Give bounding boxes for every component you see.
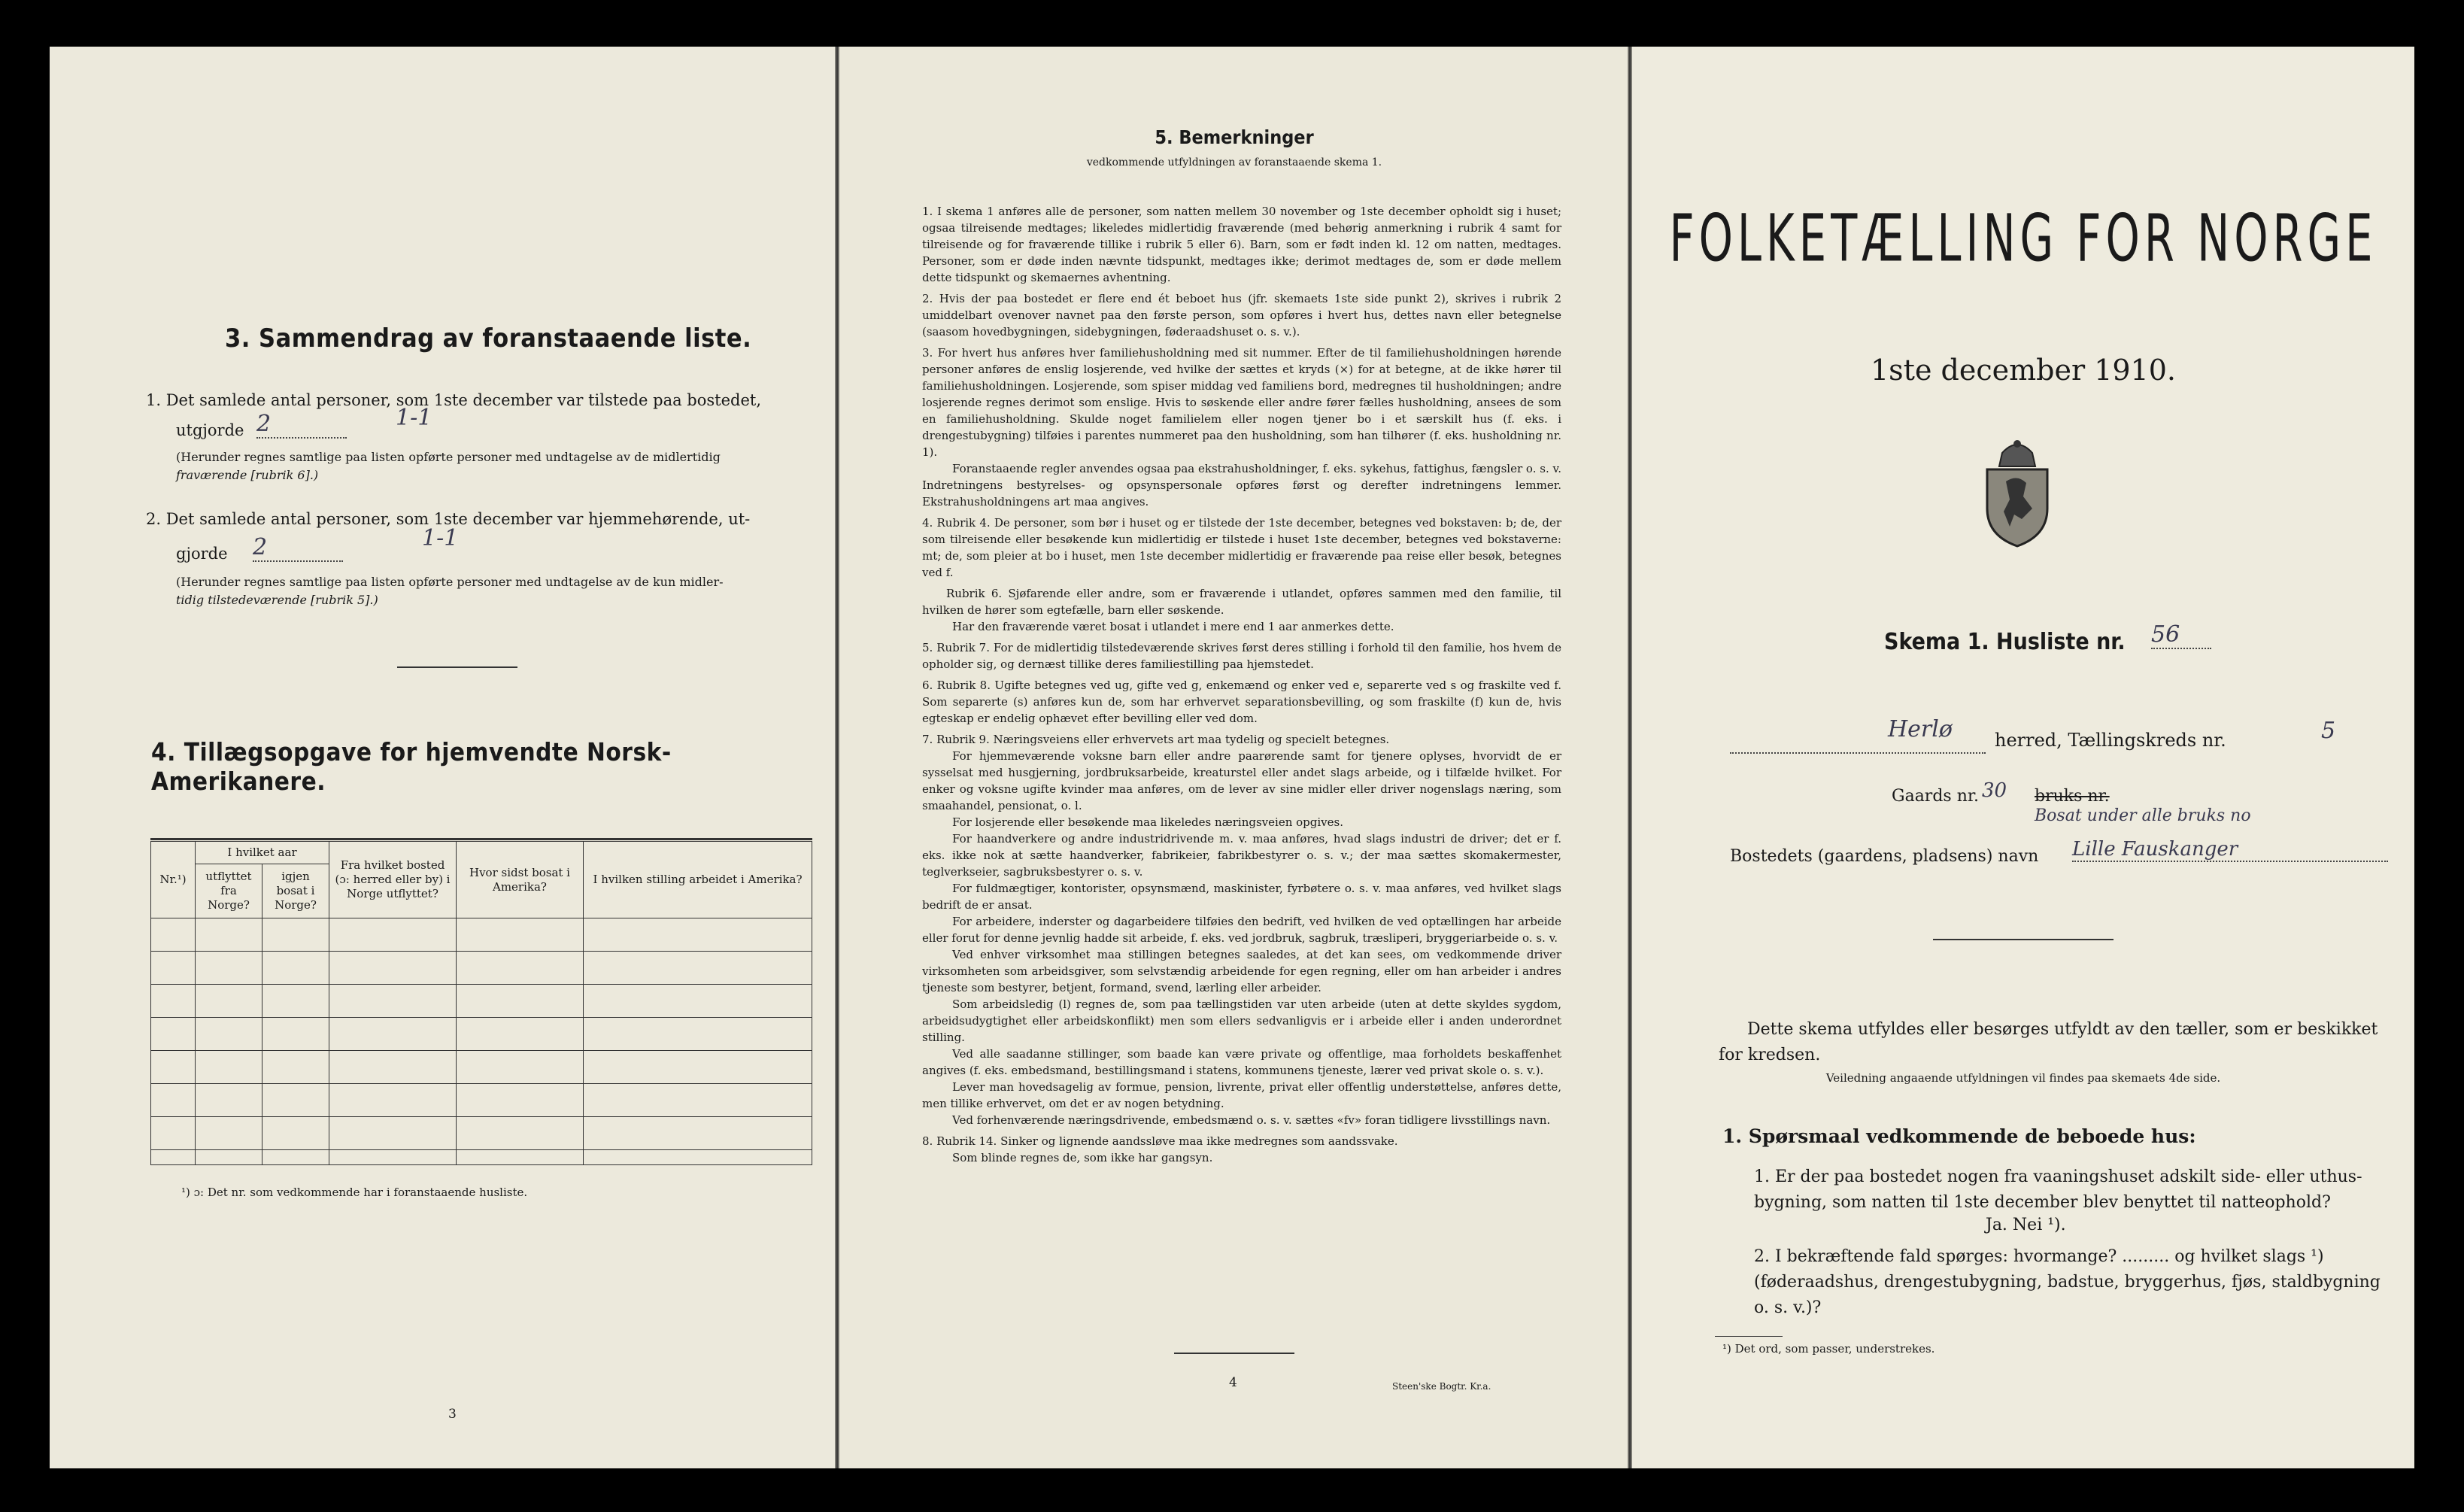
remark-1: 1. I skema 1 anføres alle de personer, som natten mellem 30 november og 1ste december opholdt sig i huset; ogsaa tilreisende medtages; likeledes midlertidig fraværende (med behørig anmerkning i rubrik 4 samt for tilreisende og for fraværende tillike i rubrik 5 eller 6). Barn, som er født inden kl. 12 om natten, medtages. Personer, som er døde inden nævnte tidspunkt, medtages ikke; derimot medtages de, som er døde mellem dette tidspunkt og skemaernes avhentning. [922, 205, 1561, 284]
remark-3: 3. For hvert hus anføres hver familiehusholdning med sit nummer. Efter de til familiehusholdningen hørende personer anføres de enslig losjerende, ved hvilke der sættes et kryds (×) for at betegne, at de ikke hører til familiehusholdningen. Losjerende, som spiser middag ved familiens bord, medregnes til husholdningen; andre losjerende regnes derimot som enslige. Hvis to søskende eller andre fører fælles husholdning, ansees de som en familiehusholdning. Skulde noget familielem eller nogen tjener bo i et særskilt hus (f. eks. i drengestubygning) tilføies i parentes nummeret paa den husholdning, som han tilhører (f. eks. husholdning nr. 1). [922, 346, 1561, 459]
page-middle [839, 47, 1629, 1468]
remark-6: 6. Rubrik 8. Ugifte betegnes ved ug, gifte ved g, enkemænd og enker ved e, separerte ved s og fraskilte ved f. Som separerte (s) anføres kun de, som har erhvervet separationsbevilling, og som fraskilte (f) kun de, hvis egteskap er endelig ophævet efter bevilling eller ved dom. [922, 679, 1561, 725]
item1-note-b: fraværende [rubrik 6].) [176, 468, 319, 482]
table-row [151, 985, 812, 1018]
table-top-rule [150, 838, 812, 840]
col-hvor: Hvor sidst bosat i Amerika? [457, 842, 584, 918]
remark-7f: For arbeidere, inderster og dagarbeidere tilføies den bedrift, ved hvilken de ved optællingen har arbeide eller forut for denne jevnlig hadde sit arbeide, f. eks. ved jordbruk, sagbruk, træsliperi, bryggeriarbeide o. s. v. [922, 915, 1561, 945]
remark-4b: Rubrik 6. Sjøfarende eller andre, som er fraværende i utlandet, opføres sammen med den familie, til hvilken de hører som egtefælle, barn eller søskende. [922, 587, 1561, 617]
bruks-value: Bosat under alle bruks no [2035, 806, 2251, 825]
intro-text: Dette skema utfyldes eller besørges utfyldt av den tæller, som er beskikket for kredsen. [1719, 1020, 2378, 1064]
remark-7i: Ved alle saadanne stillinger, som baade kan være private og offentlige, maa forholdets beskaffenhet angives (f. eks. embedsmand, bestillingsmand i statens, kommunens tjeneste, lærer ved privat skole o. s. v.). [922, 1047, 1561, 1077]
item1-hand: 1-1 [396, 405, 432, 431]
section4-title: 4. Tillægsopgave for hjemvendte Norsk-Amerikanere. [151, 737, 672, 796]
gaards-number: 30 [1982, 779, 2007, 802]
schema-label: Skema 1. Husliste nr. [1884, 629, 2126, 655]
intro-note: Veiledning angaaende utfyldningen vil findes paa skemaets 4de side. [1825, 1071, 2221, 1085]
section3-title: 3. Sammendrag av foranstaaende liste. [225, 323, 752, 354]
remark-7e: For fuldmægtiger, kontorister, opsynsmænd, maskinister, fyrbøtere o. s. v. maa anføres, ved hvilket slags bedrift de er ansat. [922, 882, 1561, 912]
question-2: 2. I bekræftende fald spørges: hvormange? ......... og hvilket slags ¹) (føderaadshus, drengestubygning, badstue, bryggerhus, fjøs, staldbygning o. s. v.)? [1754, 1247, 2381, 1317]
remarks-list [922, 203, 1561, 1166]
remark-7: 7. Rubrik 9. Næringsveiens eller erhvervets art maa tydelig og specielt betegnes. [922, 733, 1390, 746]
herred-value: Herlø [1888, 716, 1953, 742]
col-utflyttet: utflyttet fra Norge? [196, 864, 262, 918]
remark-7d: For haandverkere og andre industridrivende m. v. maa anføres, hvad slags industri de driver; det er f. eks. ikke nok at sætte haandverker, fabrikeier, fabrikbestyrer o. s. v.; der maa sættes skomakermester, teglverkseier, sagbruksbestyrer o. s. v. [922, 832, 1561, 879]
table-row [151, 1084, 812, 1117]
col-fra: Fra hvilket bosted (ɔ: herred eller by) i Norge utflyttet? [329, 842, 457, 918]
item2-hand: 1-1 [422, 525, 459, 551]
ornament-divider [1933, 939, 2114, 940]
remark-7k: Ved forhenværende næringsdrivende, embedsmænd o. s. v. sættes «fv» foran tidligere livsstillings navn. [952, 1113, 1551, 1127]
remark-7h: Som arbeidsledig (l) regnes de, som paa tællingstiden var uten arbeide (uten at dette skyldes sygdom, arbeidsudygtighet eller arbeidskonflikt) men som ellers sedvanligvis er i arbeide eller i anden underordnet stilling. [922, 997, 1561, 1044]
remark-2: 2. Hvis der paa bostedet er flere end ét beboet hus (jfr. skemaets 1ste side punkt 2), skrives i rubrik 2 umiddelbart ovenover navnet paa den første person, som opføres i hvert hus, dettes navn eller betegnelse (saasom hovedbygningen, sidebygningen, føderaadshuset o. s. v.). [922, 292, 1561, 339]
item2-note-a: (Herunder regnes samtlige paa listen opførte personer med undtagelse av de kun midler- [176, 575, 724, 589]
printer-mark: Steen'ske Bogtr. Kr.a. [1392, 1381, 1491, 1392]
footnote: ¹) ɔ: Det nr. som vedkommende har i foranstaaende husliste. [181, 1186, 528, 1199]
footnote-rule [1715, 1336, 1783, 1337]
page-number: 4 [1229, 1375, 1237, 1390]
norsk-amerikanere-table [150, 841, 812, 1165]
remark-7b: For hjemmeværende voksne barn eller andre paarørende samt for tjenere oplyses, hvorvidt de er sysselsat med husgjerning, jordbruksarbeide, kreaturstel eller andet slags arbeide, og i tilfælde hvilket. For enker og voksne ugifte kvinder maa anføres, om de lever av sine midler eller driver nogenslags næring, som smaahandel, pensionat, o. l. [922, 749, 1561, 812]
divider [397, 666, 517, 668]
table-row [151, 918, 812, 952]
page-left [50, 47, 836, 1468]
questions-title: 1. Spørsmaal vedkommende de beboede hus: [1722, 1125, 2196, 1147]
item1-note-a: (Herunder regnes samtlige paa listen opførte personer med undtagelse av de midlertidig [176, 450, 721, 464]
bosted-label: Bostedets (gaardens, pladsens) navn [1730, 847, 2039, 866]
herred-line [1730, 746, 1986, 754]
remarks-title: 5. Bemerkninger [1155, 126, 1314, 148]
remark-8: 8. Rubrik 14. Sinker og lignende aandssløve maa ikke medregnes som aandssvake. [922, 1134, 1398, 1148]
schema-number: 56 [2151, 621, 2211, 649]
question-1: 1. Er der paa bostedet nogen fra vaaningshuset adskilt side- eller uthus-bygning, som natten til 1ste december blev benyttet til natteophold? [1754, 1167, 2362, 1212]
item2-note-b: tidig tilstedeværende [rubrik 5].) [176, 593, 378, 607]
table-row [151, 1051, 812, 1084]
bosted-value: Lille Fauskanger [2072, 838, 2388, 862]
main-title: FOLKETÆLLING FOR NORGE [1669, 202, 2378, 277]
page-number: 3 [448, 1407, 457, 1422]
footnote: ¹) Det ord, som passer, understrekes. [1722, 1342, 1935, 1356]
table-row [151, 1018, 812, 1051]
remark-8b: Som blinde regnes de, som ikke har gangsyn. [952, 1151, 1213, 1164]
col-nr: Nr.¹) [151, 842, 196, 918]
table-row [151, 1150, 812, 1165]
remark-7j: Lever man hovedsagelig av formue, pension, livrente, privat eller offentlig understøttelse, anføres dette, men tillike erhvervet, om det er av nogen betydning. [922, 1080, 1561, 1110]
kreds-number: 5 [2321, 718, 2336, 744]
remark-7g: Ved enhver virksomhet maa stillingen betegnes saaledes, at det kan sees, om vedkommende driver virksomheten som arbeidsgiver, som selvstændig arbeidende for egen regning, eller om han arbeider i andres tjeneste som bestyrer, betjent, formand, svend, lærling eller arbeider. [922, 948, 1561, 994]
census-date: 1ste december 1910. [1871, 354, 2176, 387]
question-1-answer: Ja. Nei ¹). [1986, 1216, 2066, 1234]
item1-text: 1. Det samlede antal personer, som 1ste december var tilstede paa bostedet, [146, 391, 762, 409]
remark-7c: For losjerende eller besøkende maa likeledes næringsveien opgives. [952, 815, 1343, 829]
col-igjen: igjen bosat i Norge? [262, 864, 329, 918]
item2-value: 2 [253, 534, 343, 562]
item2-cont: gjorde [176, 545, 228, 563]
item2-text: 2. Det samlede antal personer, som 1ste december var hjemmehørende, ut- [146, 510, 751, 528]
page-right [1632, 47, 2414, 1468]
col-stilling: I hvilken stilling arbeidet i Amerika? [584, 842, 812, 918]
table-row [151, 1117, 812, 1150]
herred-label: herred, Tællingskreds nr. [1995, 730, 2226, 751]
remark-4: 4. Rubrik 4. De personer, som bør i huset og er tilstede der 1ste december, betegnes ved bokstaven: b; de, der som tilreisende eller besøkende kun midlertidig er tilstede i huset 1ste december, betegnes ved bokstaverne: mt; de, som pleier at bo i huset, men 1ste december midlertidig er fraværende paa reise eller besøk, betegnes ved f. [922, 516, 1561, 579]
item1-cont: utgjorde [176, 421, 244, 439]
table-row [151, 952, 812, 985]
coat-of-arms-icon [1972, 436, 2062, 549]
bruks-label: bruks nr. [2035, 787, 2110, 806]
gaards-label: Gaards nr. [1892, 787, 1979, 806]
col-group-aar: I hvilket aar [196, 842, 329, 864]
remark-5: 5. Rubrik 7. For de midlertidig tilstedeværende skrives først deres stilling i forhold til den familie, hos hvem de opholder sig, og dernæst tillike deres familiestilling paa hjemstedet. [922, 641, 1561, 671]
item1-value: 2 [256, 411, 347, 439]
divider [1174, 1353, 1294, 1354]
remark-4c: Har den fraværende været bosat i utlandet i mere end 1 aar anmerkes dette. [952, 620, 1394, 633]
remarks-subtitle: vedkommende utfyldningen av foranstaaende skema 1. [1086, 156, 1382, 169]
remark-3b: Foranstaaende regler anvendes ogsaa paa ekstrahusholdninger, f. eks. sykehus, fattighus, fængsler o. s. v. Indretningens bestyrelses- og opsynspersonale opføres først og derefter indretningens lemmer. Ekstrahusholdningens art maa angives. [922, 462, 1561, 509]
